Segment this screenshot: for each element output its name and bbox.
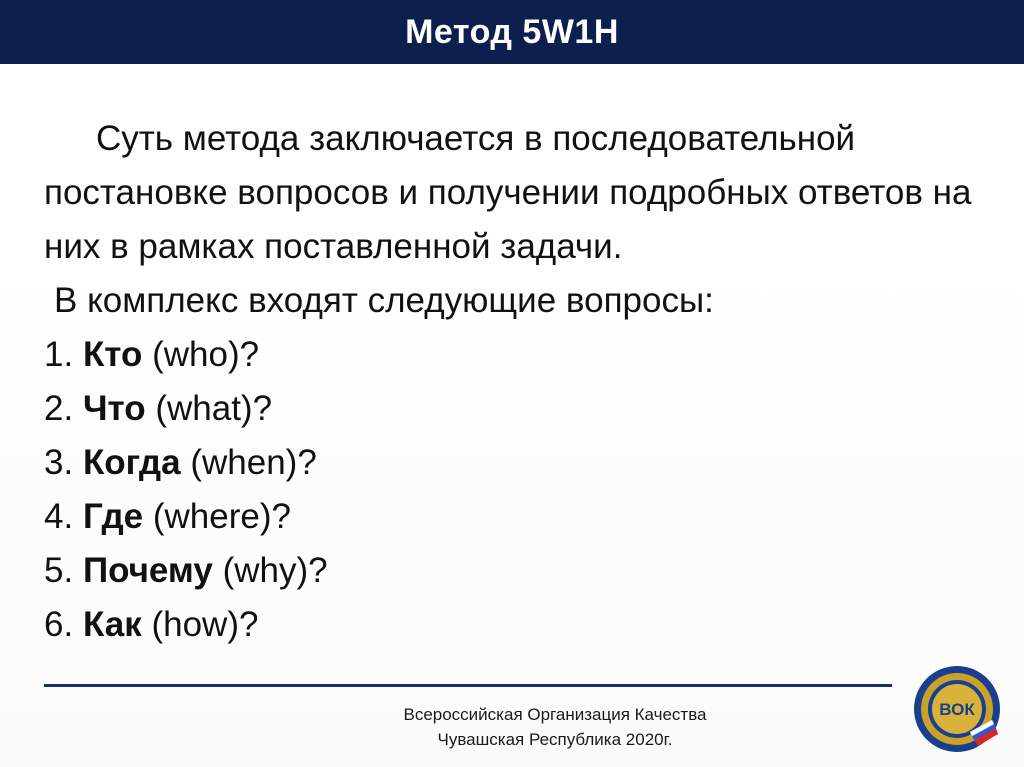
question-ru: Когда [82,443,181,482]
question-number: 1. [44,335,74,374]
footer-divider [44,684,892,687]
question-en: (what)? [155,389,273,428]
footer [340,702,770,752]
question-number: 2. [44,389,74,428]
footer-organization: Всероссийская Организация Качества [403,705,707,724]
question-en: (how)? [151,605,259,644]
footer-region-year: Чувашская Республика 2020г. [437,730,673,749]
question-ru: Где [82,497,144,536]
question-ru: Кто [82,335,143,374]
list-item [44,490,1004,544]
question-en: (where)? [152,497,291,536]
slide-title: Метод 5W1H [405,12,619,51]
question-number: 3. [44,443,74,482]
question-en: (why)? [222,551,328,590]
intro-paragraph: Суть метода заключается в последовательной постановке вопросов и получении подробных ответов на них в рамках поставленной задачи. [44,119,972,266]
list-item [44,436,1004,490]
title-bar [0,0,1024,64]
question-number: 4. [44,497,74,536]
slide-body [44,112,1004,652]
intro-list-heading: В комплекс входят следующие вопросы: [54,281,714,320]
question-number: 5. [44,551,74,590]
questions-list [44,328,1004,652]
vok-emblem-icon [912,664,1002,754]
logo-text: ВОК [939,700,975,719]
list-item [44,328,1004,382]
question-en: (who)? [152,335,260,374]
question-en: (when)? [190,443,317,482]
list-item [44,544,1004,598]
question-ru: Что [82,389,146,428]
question-ru: Почему [82,551,213,590]
list-item [44,598,1004,652]
question-number: 6. [44,605,74,644]
list-item [44,382,1004,436]
question-ru: Как [82,605,142,644]
